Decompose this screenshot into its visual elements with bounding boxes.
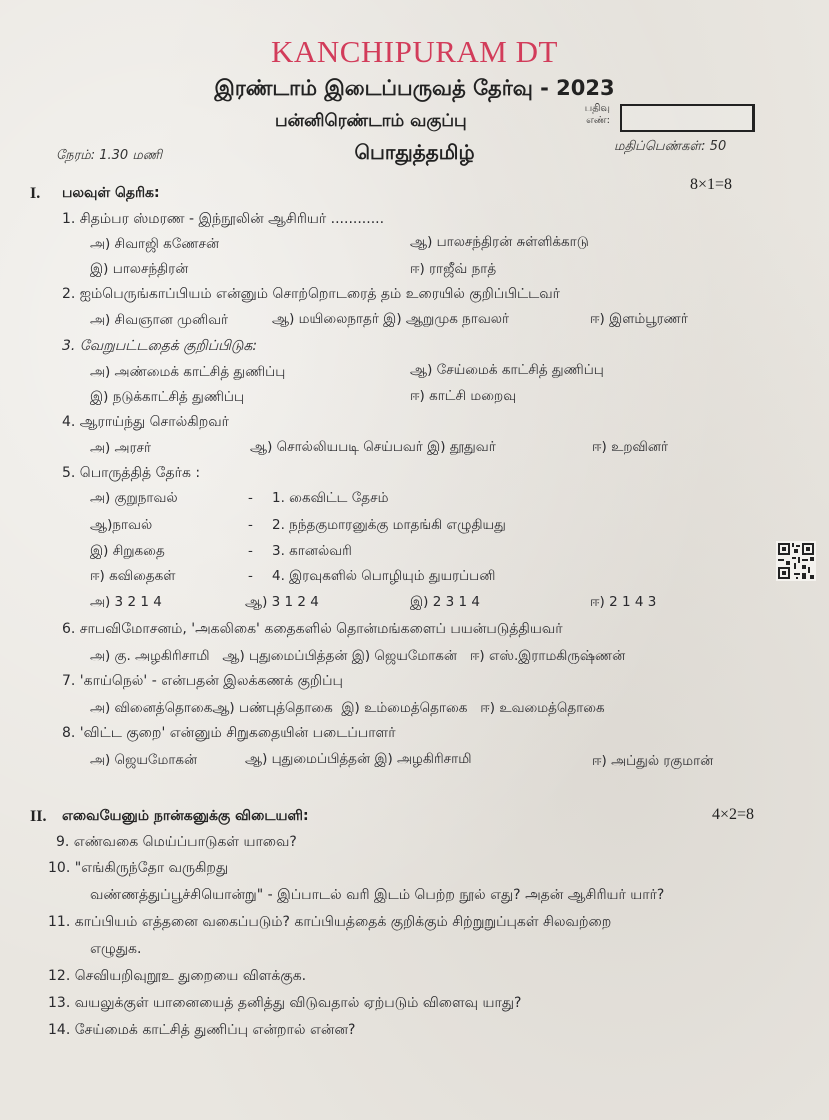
q5-pair-dash: - bbox=[248, 490, 253, 506]
q5-pair-left: ஈ) கவிதைகள் bbox=[90, 568, 176, 584]
question-4: 4. ஆராய்ந்து சொல்கிறவர் bbox=[62, 414, 229, 430]
question-11: 11. காப்பியம் எத்தனை வகைப்படும்? காப்பியத்தைக் குறிக்கும் சிற்றுறுப்புகள் சிலவற்றை bbox=[48, 914, 612, 930]
register-number-box[interactable] bbox=[620, 104, 755, 132]
section-2-marks: 4×2=8 bbox=[712, 806, 755, 823]
register-number-label: பதிவு எண்: bbox=[584, 103, 610, 126]
section-1-title: பலவுள் தெரிக: bbox=[62, 185, 160, 201]
q3-option-b: ஆ) சேய்மைக் காட்சித் துணிப்பு bbox=[410, 362, 604, 378]
qr-code-icon bbox=[776, 541, 816, 581]
question-14: 14. சேய்மைக் காட்சித் துணிப்பு என்றால் என்ன? bbox=[48, 1022, 356, 1038]
question-6: 6. சாபவிமோசனம், 'அகலிகை' கதைகளில் தொன்மங்களைப் பயன்படுத்தியவர் bbox=[62, 621, 563, 637]
q3-option-a: அ) அண்மைக் காட்சித் துணிப்பு bbox=[90, 364, 286, 380]
q1-option-c: இ) பாலசந்திரன் bbox=[90, 261, 189, 277]
q4-option-a: அ) அரசர் bbox=[90, 440, 152, 456]
q3-option-d: ஈ) காட்சி மறைவு bbox=[410, 388, 517, 404]
district-title: KANCHIPURAM DT bbox=[271, 34, 558, 69]
question-5: 5. பொருத்தித் தேர்க : bbox=[62, 465, 201, 481]
question-7: 7. 'காய்நெல்' - என்பதன் இலக்கணக் குறிப்பு bbox=[62, 673, 343, 689]
q3-option-c: இ) நடுக்காட்சித் துணிப்பு bbox=[90, 389, 245, 405]
question-11-cont: எழுதுக. bbox=[90, 941, 142, 957]
q8-option-d: ஈ) அப்துல் ரகுமான் bbox=[592, 753, 714, 769]
q1-option-d: ஈ) ராஜீவ் நாத் bbox=[410, 261, 497, 277]
exam-duration: நேரம்: 1.30 மணி bbox=[56, 148, 163, 163]
question-10-cont: வண்ணத்துப்பூச்சியொன்று" - இப்பாடல் வரி இடம் பெற்ற நூல் எது? அதன் ஆசிரியர் யார்? bbox=[90, 887, 665, 903]
question-12: 12. செவியறிவுறூஉ துறையை விளக்குக. bbox=[48, 968, 307, 984]
q2-option-d: ஈ) இளம்பூரணர் bbox=[590, 311, 688, 327]
q7-options: அ) வினைத்தொகைஆ) பண்புத்தொகை இ) உம்மைத்தொகை ஈ) உவமைத்தொகை bbox=[90, 700, 605, 716]
question-1: 1. சிதம்பர ஸ்மரண - இந்நூலின் ஆசிரியர் ............ bbox=[62, 211, 385, 227]
question-10: 10. "எங்கிருந்தோ வருகிறது bbox=[48, 860, 229, 876]
q1-option-b: ஆ) பாலசந்திரன் சுள்ளிக்காடு bbox=[410, 234, 589, 250]
q2-option-a: அ) சிவஞான முனிவர் bbox=[90, 312, 229, 328]
exam-title: இரண்டாம் இடைப்பருவத் தேர்வு - 2023 bbox=[214, 76, 615, 100]
q4-option-b: ஆ) சொல்லியபடி செய்பவர் இ) தூதுவர் bbox=[250, 439, 496, 455]
section-1-number: I. bbox=[30, 185, 41, 202]
q8-option-b: ஆ) புதுமைப்பித்தன் இ) அழகிரிசாமி bbox=[245, 751, 472, 767]
q5-pair-left: ஆ)நாவல் bbox=[90, 517, 153, 533]
class-name: பன்னிரெண்டாம் வகுப்பு bbox=[275, 111, 467, 131]
q5-option-b: ஆ) 3 1 2 4 bbox=[245, 594, 319, 610]
q5-pair-dash: - bbox=[248, 517, 253, 533]
q5-option-a: அ) 3 2 1 4 bbox=[90, 594, 162, 610]
q5-pair-right: 2. நந்தகுமாரனுக்கு மாதங்கி எழுதியது bbox=[272, 517, 506, 533]
q5-pair-left: அ) குறுநாவல் bbox=[90, 490, 178, 506]
section-1-marks: 8×1=8 bbox=[690, 176, 733, 193]
section-2-title: எவையேனும் நான்கனுக்கு விடையளி: bbox=[62, 808, 309, 824]
question-13: 13. வயலுக்குள் யானையைத் தனித்து விடுவதால் ஏற்படும் விளைவு யாது? bbox=[48, 995, 522, 1011]
question-9: 9. எண்வகை மெய்ப்பாடுகள் யாவை? bbox=[56, 834, 297, 850]
q8-option-a: அ) ஜெயமோகன் bbox=[90, 752, 198, 768]
max-marks: மதிப்பெண்கள்: 50 bbox=[614, 139, 727, 154]
q5-pair-right: 1. கைவிட்ட தேசம் bbox=[272, 490, 389, 506]
q5-pair-dash: - bbox=[248, 568, 253, 584]
question-2: 2. ஐம்பெருங்காப்பியம் என்னும் சொற்றொடரைத் தம் உரையில் குறிப்பிட்டவர் bbox=[62, 286, 560, 302]
q5-pair-left: இ) சிறுகதை bbox=[90, 543, 165, 559]
q4-option-d: ஈ) உறவினர் bbox=[592, 439, 669, 455]
q5-pair-right: 4. இரவுகளில் பொழியும் துயரப்பனி bbox=[272, 568, 496, 584]
q5-option-c: இ) 2 3 1 4 bbox=[410, 594, 480, 610]
q5-option-d: ஈ) 2 1 4 3 bbox=[590, 594, 657, 610]
section-2-number: II. bbox=[30, 808, 47, 825]
q2-option-b: ஆ) மயிலைநாதர் இ) ஆறுமுக நாவலர் bbox=[272, 311, 510, 327]
subject-title: பொதுத்தமிழ் bbox=[354, 140, 475, 164]
question-3: 3. வேறுபட்டதைக் குறிப்பிடுக: bbox=[62, 338, 258, 354]
q1-option-a: அ) சிவாஜி கணேசன் bbox=[90, 236, 220, 252]
q6-options: அ) கு. அழகிரிசாமி ஆ) புதுமைப்பித்தன் இ) ஜெயமோகன் ஈ) எஸ்.இராமகிருஷ்ணன் bbox=[90, 648, 626, 664]
q5-pair-right: 3. கானல்வரி bbox=[272, 543, 352, 559]
q5-pair-dash: - bbox=[248, 543, 253, 559]
question-8: 8. 'விட்ட குறை' என்னும் சிறுகதையின் படைப்பாளர் bbox=[62, 725, 396, 741]
